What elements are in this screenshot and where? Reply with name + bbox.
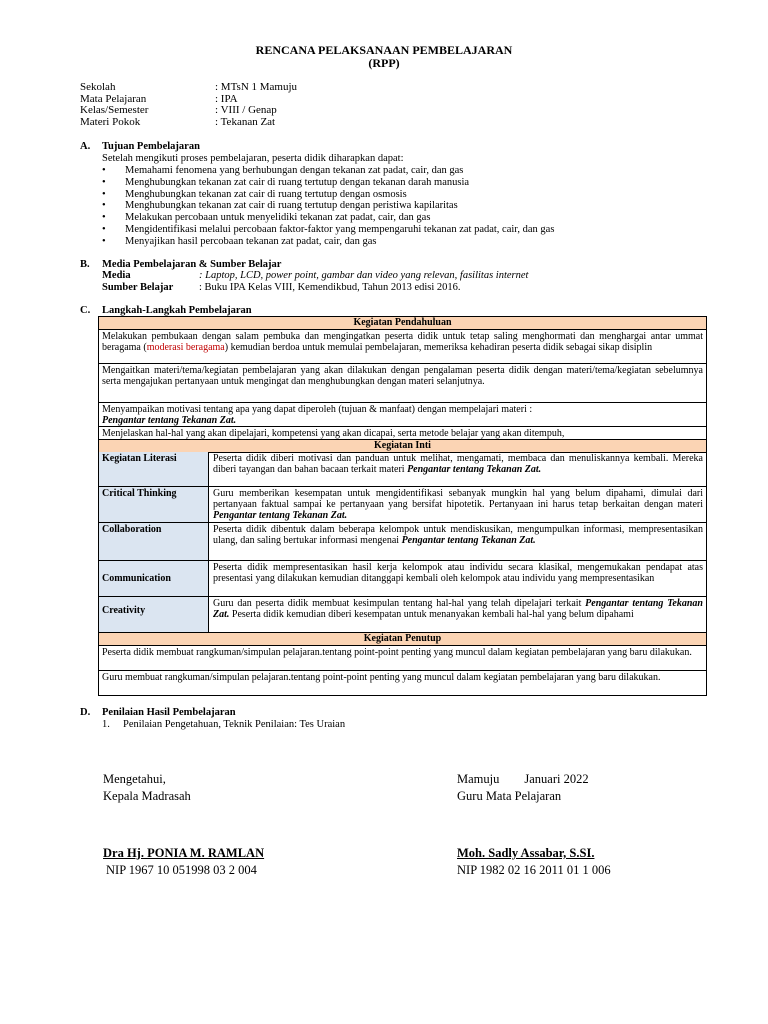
section-title: Penilaian Hasil Pembelajaran: [102, 707, 236, 718]
cell-text: Peserta didik diberi motivasi dan panduan untuk melihat, mengamati, membaca dan menuliskannya kembali. Mereka diberi tayangan dan bahan bacaan terkait materi: [213, 453, 703, 475]
cell-text: Menjelaskan hal-hal yang akan dipelajari, kompetensi yang akan dicapai, serta metode belajar yang akan ditempuh,: [102, 428, 565, 439]
list-item-text: Menghubungkan tekanan zat cair di ruang tertutup dengan tekanan darah manusia: [125, 177, 470, 188]
highlight-text: moderasi beragama: [146, 342, 225, 353]
pendahuluan-row-2: [99, 364, 706, 403]
info-label: Mata Pelajaran: [80, 93, 147, 105]
sumber-label: Sumber Belajar: [102, 282, 174, 293]
list-item-text: Menyajikan hasil percobaan tekanan zat padat, cair, dan gas: [125, 236, 377, 247]
cell-emphasis: Pengantar tentang Tekanan Zat.: [213, 598, 703, 620]
cell-text: ) kemudian berdoa untuk memulai pembelajaran, memeriksa kehadiran peserta didik sebagai sikap disiplin: [224, 342, 653, 353]
bullet: •: [102, 177, 106, 188]
info-value: : Tekanan Zat: [215, 116, 276, 128]
info-value: : VIII / Genap: [215, 104, 277, 116]
cell-emphasis: Pengantar tentang Tekanan Zat.: [102, 415, 237, 426]
inti-text: [209, 597, 706, 632]
info-label: Kelas/Semester: [80, 104, 149, 116]
inti-text: [209, 487, 706, 522]
inti-label: Critical Thinking: [99, 487, 209, 522]
inti-label: Collaboration: [99, 523, 209, 560]
cell-text: Peserta didik dibentuk dalam beberapa kelompok untuk mendiskusikan, mengumpulkan informasi, mempresentasikan ulang, dan saling bertukar informasi mengenai: [213, 524, 703, 546]
section-letter: A.: [80, 141, 91, 152]
info-kelas: [80, 105, 277, 116]
cell-text: Guru membuat rangkuman/simpulan pelajaran.tentang point-point penting yang muncul dalam kegiatan pembelajaran yang baru dilakukan.: [102, 672, 661, 683]
inti-text: [209, 452, 706, 486]
sign-right-line1: Mamuju Januari 2022: [457, 772, 589, 786]
inti-text: [209, 561, 706, 596]
section-a-intro: Setelah mengikuti proses pembelajaran, peserta didik diharapkan dapat:: [102, 153, 404, 164]
bullet: •: [102, 200, 106, 211]
cell-text: Guru dan peserta didik membuat kesimpulan tentang hal-hal yang telah dipelajari terkait: [213, 598, 586, 609]
band-pendahuluan: Kegiatan Pendahuluan: [99, 317, 706, 330]
bullet: •: [102, 189, 106, 200]
inti-label: Creativity: [99, 597, 209, 632]
bullet: •: [102, 165, 106, 176]
cell-emphasis: Pengantar tentang Tekanan Zat.: [213, 510, 348, 521]
doc-subtitle: (RPP): [368, 56, 400, 70]
penutup-row-1: [99, 646, 706, 671]
inti-row-creativity: [99, 597, 706, 633]
pendahuluan-row-4: [99, 427, 706, 439]
info-value: : IPA: [215, 93, 238, 105]
media-value: : Laptop, LCD, power point, gambar dan video yang relevan, fasilitas internet: [199, 270, 529, 281]
list-item-text: Memahami fenomena yang berhubungan dengan tekanan zat padat, cair, dan gas: [125, 165, 464, 176]
list-item-text: Menghubungkan tekanan zat cair di ruang tertutup dengan peristiwa kapilaritas: [125, 200, 458, 211]
band-inti: Kegiatan Inti: [99, 439, 706, 453]
section-title: Tujuan Pembelajaran: [102, 141, 200, 152]
inti-row-communication: [99, 561, 706, 597]
info-label: Sekolah: [80, 81, 116, 93]
cell-emphasis: Pengantar tentang Tekanan Zat.: [401, 535, 536, 546]
sign-right-nip: NIP 1982 02 16 2011 01 1 006: [457, 863, 611, 877]
penutup-row-2: [99, 671, 706, 695]
cell-text: Mengaitkan materi/tema/kegiatan pembelajaran yang akan dilakukan dengan pengalaman peserta didik dengan materi/tema/kegiatan sebelumnya serta mengajukan pertanyaan untuk mengingat dan menghubungkan dengan materi selanjutnya.: [102, 365, 703, 387]
bullet: •: [102, 212, 106, 223]
pendahuluan-row-1: [99, 330, 706, 364]
list-item-text: Menghubungkan tekanan zat cair di ruang tertutup dengan osmosis: [125, 189, 407, 200]
section-d-item: 1. Penilaian Pengetahuan, Teknik Penilaian: Tes Uraian: [102, 719, 346, 730]
sign-left-nip: NIP 1967 10 051998 03 2 004: [106, 863, 257, 877]
section-title: Langkah-Langkah Pembelajaran: [102, 305, 252, 316]
sign-left-line2: Kepala Madrasah: [103, 789, 191, 803]
list-item-text: Mengidentifikasi melalui percobaan faktor-faktor yang mempengaruhi tekanan zat padat, cair, dan gas: [125, 224, 555, 235]
pendahuluan-row-3: [99, 403, 706, 427]
sumber-row: [102, 282, 461, 293]
cell-text: Guru memberikan kesempatan untuk mengidentifikasi sebanyak mungkin hal yang belum dipahami, dimulai dari pertanyaan faktual sampai ke pertanyaan yang bersifat hipotetik. Pertanyaan ini harus tetap berkaitan dengan materi: [213, 488, 703, 510]
cell-text: Peserta didik membuat rangkuman/simpulan pelajaran.tentang point-point penting yang muncul dalam kegiatan pembelajaran yang baru dilakukan.: [102, 647, 692, 658]
band-penutup: Kegiatan Penutup: [99, 633, 706, 646]
sign-right-line2: Guru Mata Pelajaran: [457, 789, 562, 803]
info-label: Materi Pokok: [80, 116, 141, 128]
section-title: Media Pembelajaran & Sumber Belajar: [102, 259, 282, 270]
sign-left-line1: Mengetahui,: [103, 772, 166, 786]
inti-text: [209, 523, 706, 560]
sign-right-name: Moh. Sadly Assabar, S.SI.: [457, 846, 595, 860]
inti-label: Kegiatan Literasi: [99, 452, 209, 486]
cell-emphasis: Pengantar tentang Tekanan Zat.: [407, 464, 542, 475]
section-letter: B.: [80, 259, 90, 270]
steps-table: [98, 316, 707, 696]
bullet: •: [102, 236, 106, 247]
section-letter: C.: [80, 305, 91, 316]
sumber-value: : Buku IPA Kelas VIII, Kemendikbud, Tahun 2013 edisi 2016.: [199, 282, 461, 293]
inti-row-collaboration: [99, 523, 706, 561]
info-materi: [80, 117, 275, 128]
sign-left-name: Dra Hj. PONIA M. RAMLAN: [103, 846, 265, 860]
cell-text: Peserta didik kemudian diberi kesempatan untuk menanyakan kembali hal-hal yang belum dipahami: [229, 609, 634, 620]
inti-row-critical: [99, 487, 706, 523]
media-row: [102, 270, 528, 281]
info-value: : MTsN 1 Mamuju: [215, 81, 298, 93]
media-label: Media: [102, 270, 131, 281]
cell-text: Menyampaikan motivasi tentang apa yang dapat diperoleh (tujuan & manfaat) dengan mempelajari materi :: [102, 404, 533, 415]
cell-text: Melakukan pembukaan dengan salam pembuka dan mengingatkan peserta didik untuk tetap saling menghormati dan menghargai antar ummat beragama (: [102, 331, 703, 353]
list-item-text: Melakukan percobaan untuk menyelidiki tekanan zat padat, cair, dan gas: [125, 212, 431, 223]
inti-row-literasi: [99, 452, 706, 487]
cell-text: Peserta didik mempresentasikan hasil kerja kelompok atau individu secara klasikal, mengemukakan pendapat atas presentasi yang dilakukan kemudian ditanggapi kembali oleh kelompok atau individu yang mempresentasikan: [213, 562, 703, 584]
doc-title: RENCANA PELAKSANAAN PEMBELAJARAN: [255, 43, 513, 57]
bullet: •: [102, 224, 106, 235]
inti-label: Communication: [99, 561, 209, 596]
section-letter: D.: [80, 707, 91, 718]
info-sekolah: [80, 82, 297, 93]
